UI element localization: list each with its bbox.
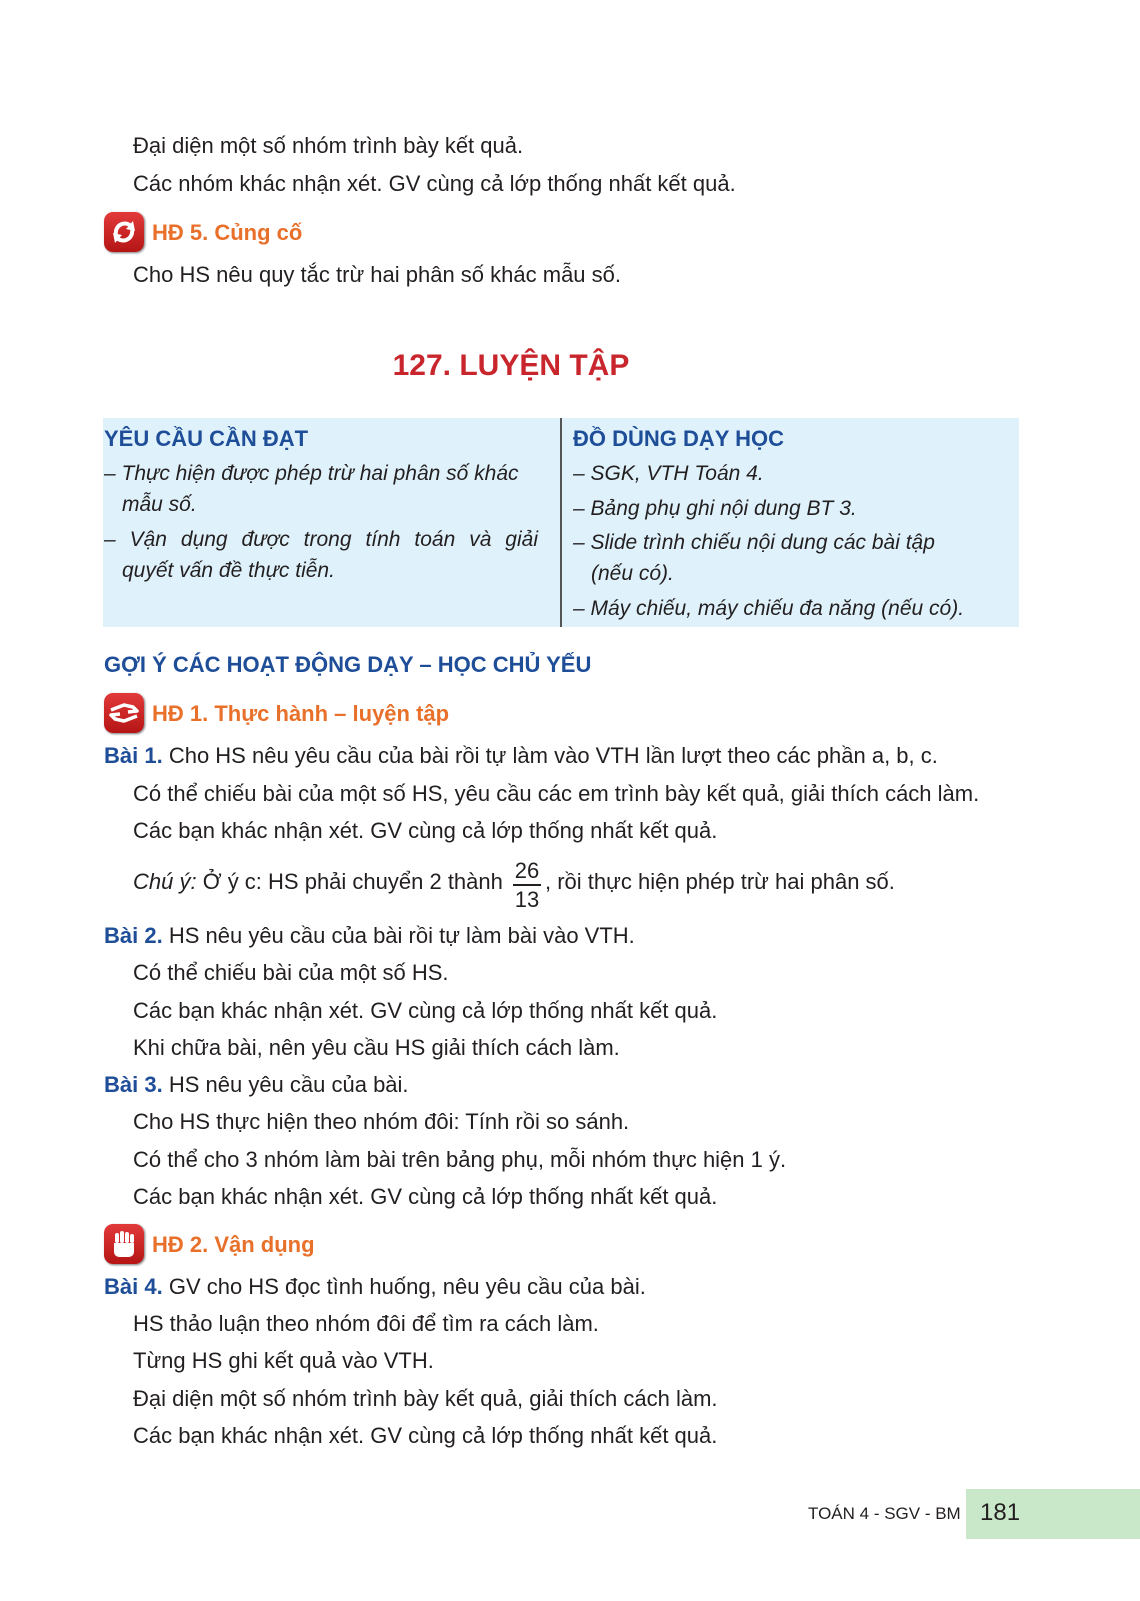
page-number: 181 — [980, 1499, 1021, 1526]
material-item: – Máy chiếu, máy chiếu đa năng (nếu có). — [573, 597, 965, 620]
note-text: Ở ý c: HS phải chuyển 2 thành — [202, 869, 503, 894]
hands-icon — [104, 693, 144, 733]
section-heading: GỢI Ý CÁC HOẠT ĐỘNG DẠY – HỌC CHỦ YẾU — [104, 652, 592, 677]
text-line: Các bạn khác nhận xét. GV cùng cả lớp thống nhất kết quả. — [133, 1423, 718, 1448]
exercise-text: Cho HS nêu yêu cầu của bài rồi tự làm vào VTH lần lượt theo các phần a, b, c. — [168, 743, 938, 768]
fraction-denominator: 13 — [514, 887, 540, 912]
requirement-item — [104, 458, 538, 520]
book-label: TOÁN 4 - SGV - BM — [808, 1504, 961, 1523]
exercise-3 — [104, 1070, 409, 1100]
materials-heading: ĐỒ DÙNG DẠY HỌC — [573, 426, 785, 451]
note-line — [133, 867, 503, 897]
text-line: Cho HS thực hiện theo nhóm đôi: Tính rồi so sánh. — [133, 1109, 630, 1134]
exercise-label: Bài 1. — [104, 743, 163, 768]
text-line: Có thể chiếu bài của một số HS, yêu cầu các em trình bày kết quả, giải thích cách làm. — [133, 781, 980, 806]
exercise-label: Bài 2. — [104, 923, 163, 948]
text-line: HS thảo luận theo nhóm đôi để tìm ra cách làm. — [133, 1311, 599, 1336]
fraction-bar — [513, 884, 541, 886]
material-item: (nếu có). — [591, 562, 674, 585]
text-line: Các bạn khác nhận xét. GV cùng cả lớp thống nhất kết quả. — [133, 998, 718, 1023]
note-label: Chú ý: — [133, 869, 197, 894]
text-line: Đại diện một số nhóm trình bày kết quả. — [133, 133, 524, 158]
hd1-title: HĐ 1. Thực hành – luyện tập — [152, 701, 450, 726]
requirement-line: – Thực hiện được phép trừ hai phân số khác — [104, 462, 519, 485]
requirement-item — [104, 524, 538, 586]
material-item: – Bảng phụ ghi nội dung BT 3. — [573, 497, 857, 520]
requirement-line: mẫu số. — [122, 493, 197, 516]
requirement-line: quyết vấn đề thực tiễn. — [122, 559, 335, 582]
material-item: – SGK, VTH Toán 4. — [573, 462, 764, 485]
exercise-1 — [104, 741, 938, 771]
note-end: , rồi thực hiện phép trừ hai phân số. — [545, 869, 895, 894]
text-line: Đại diện một số nhóm trình bày kết quả, giải thích cách làm. — [133, 1386, 718, 1411]
page-title: 127. LUYỆN TẬP — [392, 349, 630, 382]
exercise-text: HS nêu yêu cầu của bài rồi tự làm bài vào VTH. — [168, 923, 635, 948]
text-line: Cho HS nêu quy tắc trừ hai phân số khác mẫu số. — [133, 262, 621, 287]
text-line: Các bạn khác nhận xét. GV cùng cả lớp thống nhất kết quả. — [133, 1184, 718, 1209]
exercise-label: Bài 4. — [104, 1274, 163, 1299]
text-line: Từng HS ghi kết quả vào VTH. — [133, 1348, 434, 1373]
fraction-numerator: 26 — [514, 858, 540, 883]
exercise-text: HS nêu yêu cầu của bài. — [168, 1072, 409, 1097]
fist-icon — [104, 1224, 144, 1264]
text-line: Các bạn khác nhận xét. GV cùng cả lớp thống nhất kết quả. — [133, 818, 718, 843]
text-line: Có thể cho 3 nhóm làm bài trên bảng phụ, mỗi nhóm thực hiện 1 ý. — [133, 1147, 787, 1172]
text-line: Khi chữa bài, nên yêu cầu HS giải thích cách làm. — [133, 1035, 620, 1060]
requirements-heading: YÊU CẦU CẦN ĐẠT — [104, 426, 309, 451]
exercise-4 — [104, 1272, 646, 1302]
hd2-title: HĐ 2. Vận dụng — [152, 1232, 315, 1257]
refresh-icon — [104, 212, 144, 252]
text-line: Các nhóm khác nhận xét. GV cùng cả lớp thống nhất kết quả. — [133, 171, 736, 196]
exercise-text: GV cho HS đọc tình huống, nêu yêu cầu của bài. — [168, 1274, 646, 1299]
requirement-line: – Vận dụng được trong tính toán và giải — [104, 528, 538, 551]
info-divider — [560, 418, 562, 627]
material-item: – Slide trình chiếu nội dung các bài tập — [573, 531, 935, 554]
exercise-label: Bài 3. — [104, 1072, 163, 1097]
text-line: Có thể chiếu bài của một số HS. — [133, 960, 449, 985]
exercise-2 — [104, 921, 635, 951]
hd5-title: HĐ 5. Củng cố — [152, 220, 303, 245]
